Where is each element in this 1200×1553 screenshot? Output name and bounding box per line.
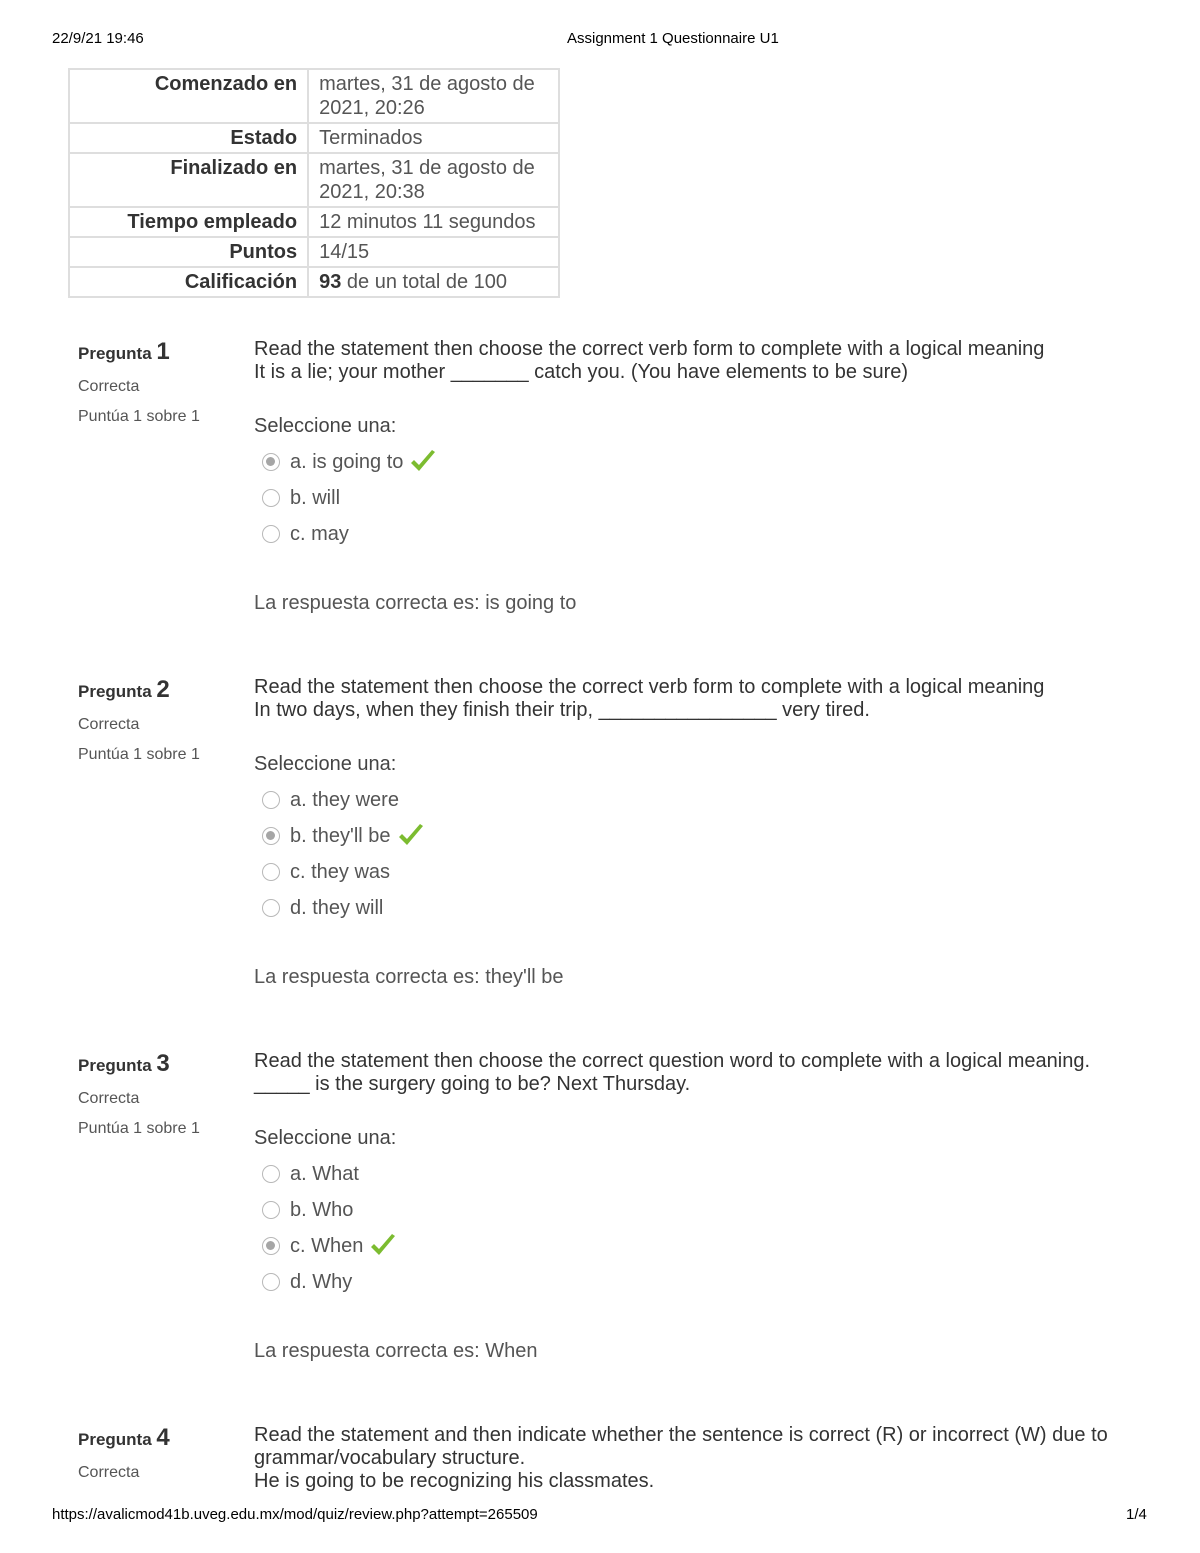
question-label: Pregunta — [78, 1430, 152, 1449]
question-number — [78, 338, 238, 366]
answer-option-label: d. Why — [290, 1270, 353, 1293]
question-num: 4 — [156, 1424, 170, 1451]
question-content — [254, 676, 1134, 989]
time-label: Tiempo empleado — [69, 207, 308, 237]
print-date: 22/9/21 19:46 — [52, 30, 144, 47]
grade-total: de un total de 100 — [346, 271, 508, 293]
answer-option-label: c. they was — [290, 860, 391, 883]
answer-option[interactable] — [254, 444, 1134, 480]
answer-option-label: c. When — [290, 1234, 364, 1257]
attempt-summary-table — [68, 68, 560, 298]
select-prompt: Seleccione una: — [254, 415, 397, 437]
question-info — [78, 676, 238, 764]
question-state: Correcta — [78, 1464, 140, 1481]
radio-button[interactable] — [262, 1201, 280, 1219]
state-value: Terminados — [308, 123, 559, 153]
correct-check-icon — [397, 823, 425, 849]
answer-option-label: b. Who — [290, 1198, 354, 1221]
select-prompt: Seleccione una: — [254, 1127, 397, 1149]
answer-option-label: c. may — [290, 522, 349, 545]
question-state: Correcta — [78, 1090, 140, 1107]
grade-score: 93 — [319, 271, 342, 293]
radio-button[interactable] — [262, 1273, 280, 1291]
question-grade: Puntúa 1 sobre 1 — [78, 746, 200, 763]
points-value: 14/15 — [308, 237, 559, 267]
answer-option[interactable] — [254, 890, 1134, 926]
right-answer-feedback: La respuesta correcta es: is going to — [254, 592, 577, 614]
question-info — [78, 1050, 238, 1138]
question-grade: Puntúa 1 sobre 1 — [78, 1120, 200, 1137]
started-value: martes, 31 de agosto de 2021, 20:26 — [308, 69, 559, 123]
question-info — [78, 338, 238, 426]
finished-value: martes, 31 de agosto de 2021, 20:38 — [308, 153, 559, 207]
answer-option-label: a. is going to — [290, 450, 404, 473]
summary-row-finished — [69, 153, 559, 207]
question-statement: It is a lie; your mother _______ catch you. (You have elements to be sure) — [254, 361, 909, 383]
answer-option[interactable] — [254, 854, 1134, 890]
question-instruction: Read the statement and then indicate whether the sentence is correct (R) or incorrect (W) due to grammar/vocabulary structure. — [254, 1424, 1114, 1469]
radio-button[interactable] — [262, 489, 280, 507]
question-content — [254, 1050, 1134, 1363]
answer-option-label: a. What — [290, 1162, 359, 1185]
question-num: 3 — [156, 1050, 170, 1077]
grade-label: Calificación — [69, 267, 308, 297]
print-url: https://avalicmod41b.uveg.edu.mx/mod/quiz/review.php?attempt=265509 — [52, 1506, 538, 1523]
radio-button[interactable] — [262, 863, 280, 881]
answer-option-label: d. they will — [290, 896, 384, 919]
correct-check-icon — [369, 1233, 397, 1259]
answer-options — [254, 1156, 1134, 1300]
summary-row-time — [69, 207, 559, 237]
select-prompt: Seleccione una: — [254, 753, 397, 775]
question-instruction: Read the statement then choose the correct question word to complete with a logical meaning. — [254, 1050, 1091, 1072]
question-content — [254, 1424, 1134, 1493]
right-answer-feedback: La respuesta correcta es: When — [254, 1340, 538, 1362]
summary-row-grade — [69, 267, 559, 297]
summary-row-state — [69, 123, 559, 153]
time-value: 12 minutos 11 segundos — [308, 207, 559, 237]
correct-check-icon — [409, 449, 437, 475]
answer-options — [254, 444, 1134, 552]
answer-option[interactable] — [254, 1156, 1134, 1192]
grade-value — [308, 267, 559, 297]
answer-option-label: b. they'll be — [290, 824, 391, 847]
points-label: Puntos — [69, 237, 308, 267]
question-statement: In two days, when they finish their trip, ________________ very tired. — [254, 699, 870, 721]
question-state: Correcta — [78, 716, 140, 733]
answer-options — [254, 782, 1134, 926]
question-grade: Puntúa 1 sobre 1 — [78, 408, 200, 425]
question-label: Pregunta — [78, 1056, 152, 1075]
question-instruction: Read the statement then choose the correct verb form to complete with a logical meaning — [254, 338, 1045, 360]
radio-button[interactable] — [262, 1165, 280, 1183]
print-page-number: 1/4 — [1126, 1506, 1147, 1523]
answer-option[interactable] — [254, 1228, 1134, 1264]
radio-button[interactable] — [262, 453, 280, 471]
answer-option[interactable] — [254, 1192, 1134, 1228]
answer-option[interactable] — [254, 818, 1134, 854]
question-number — [78, 676, 238, 704]
summary-row-points — [69, 237, 559, 267]
answer-option-label: a. they were — [290, 788, 399, 811]
question-num: 2 — [156, 676, 170, 703]
answer-option-label: b. will — [290, 486, 341, 509]
question-content — [254, 338, 1134, 615]
finished-label: Finalizado en — [69, 153, 308, 207]
radio-button[interactable] — [262, 899, 280, 917]
question-statement: He is going to be recognizing his classmates. — [254, 1470, 655, 1492]
radio-button[interactable] — [262, 791, 280, 809]
question-instruction: Read the statement then choose the correct verb form to complete with a logical meaning — [254, 676, 1045, 698]
question-number — [78, 1424, 238, 1452]
question-number — [78, 1050, 238, 1078]
radio-button[interactable] — [262, 827, 280, 845]
question-info — [78, 1424, 238, 1482]
summary-row-started — [69, 69, 559, 123]
question-state: Correcta — [78, 378, 140, 395]
radio-button[interactable] — [262, 525, 280, 543]
right-answer-feedback: La respuesta correcta es: they'll be — [254, 966, 564, 988]
question-num: 1 — [156, 338, 170, 365]
state-label: Estado — [69, 123, 308, 153]
question-label: Pregunta — [78, 682, 152, 701]
started-label: Comenzado en — [69, 69, 308, 123]
print-title: Assignment 1 Questionnaire U1 — [567, 30, 779, 47]
answer-option[interactable] — [254, 480, 1134, 516]
answer-option[interactable] — [254, 516, 1134, 552]
radio-button[interactable] — [262, 1237, 280, 1255]
question-label: Pregunta — [78, 344, 152, 363]
answer-option[interactable] — [254, 1264, 1134, 1300]
answer-option[interactable] — [254, 782, 1134, 818]
question-statement: _____ is the surgery going to be? Next Thursday. — [254, 1073, 691, 1095]
